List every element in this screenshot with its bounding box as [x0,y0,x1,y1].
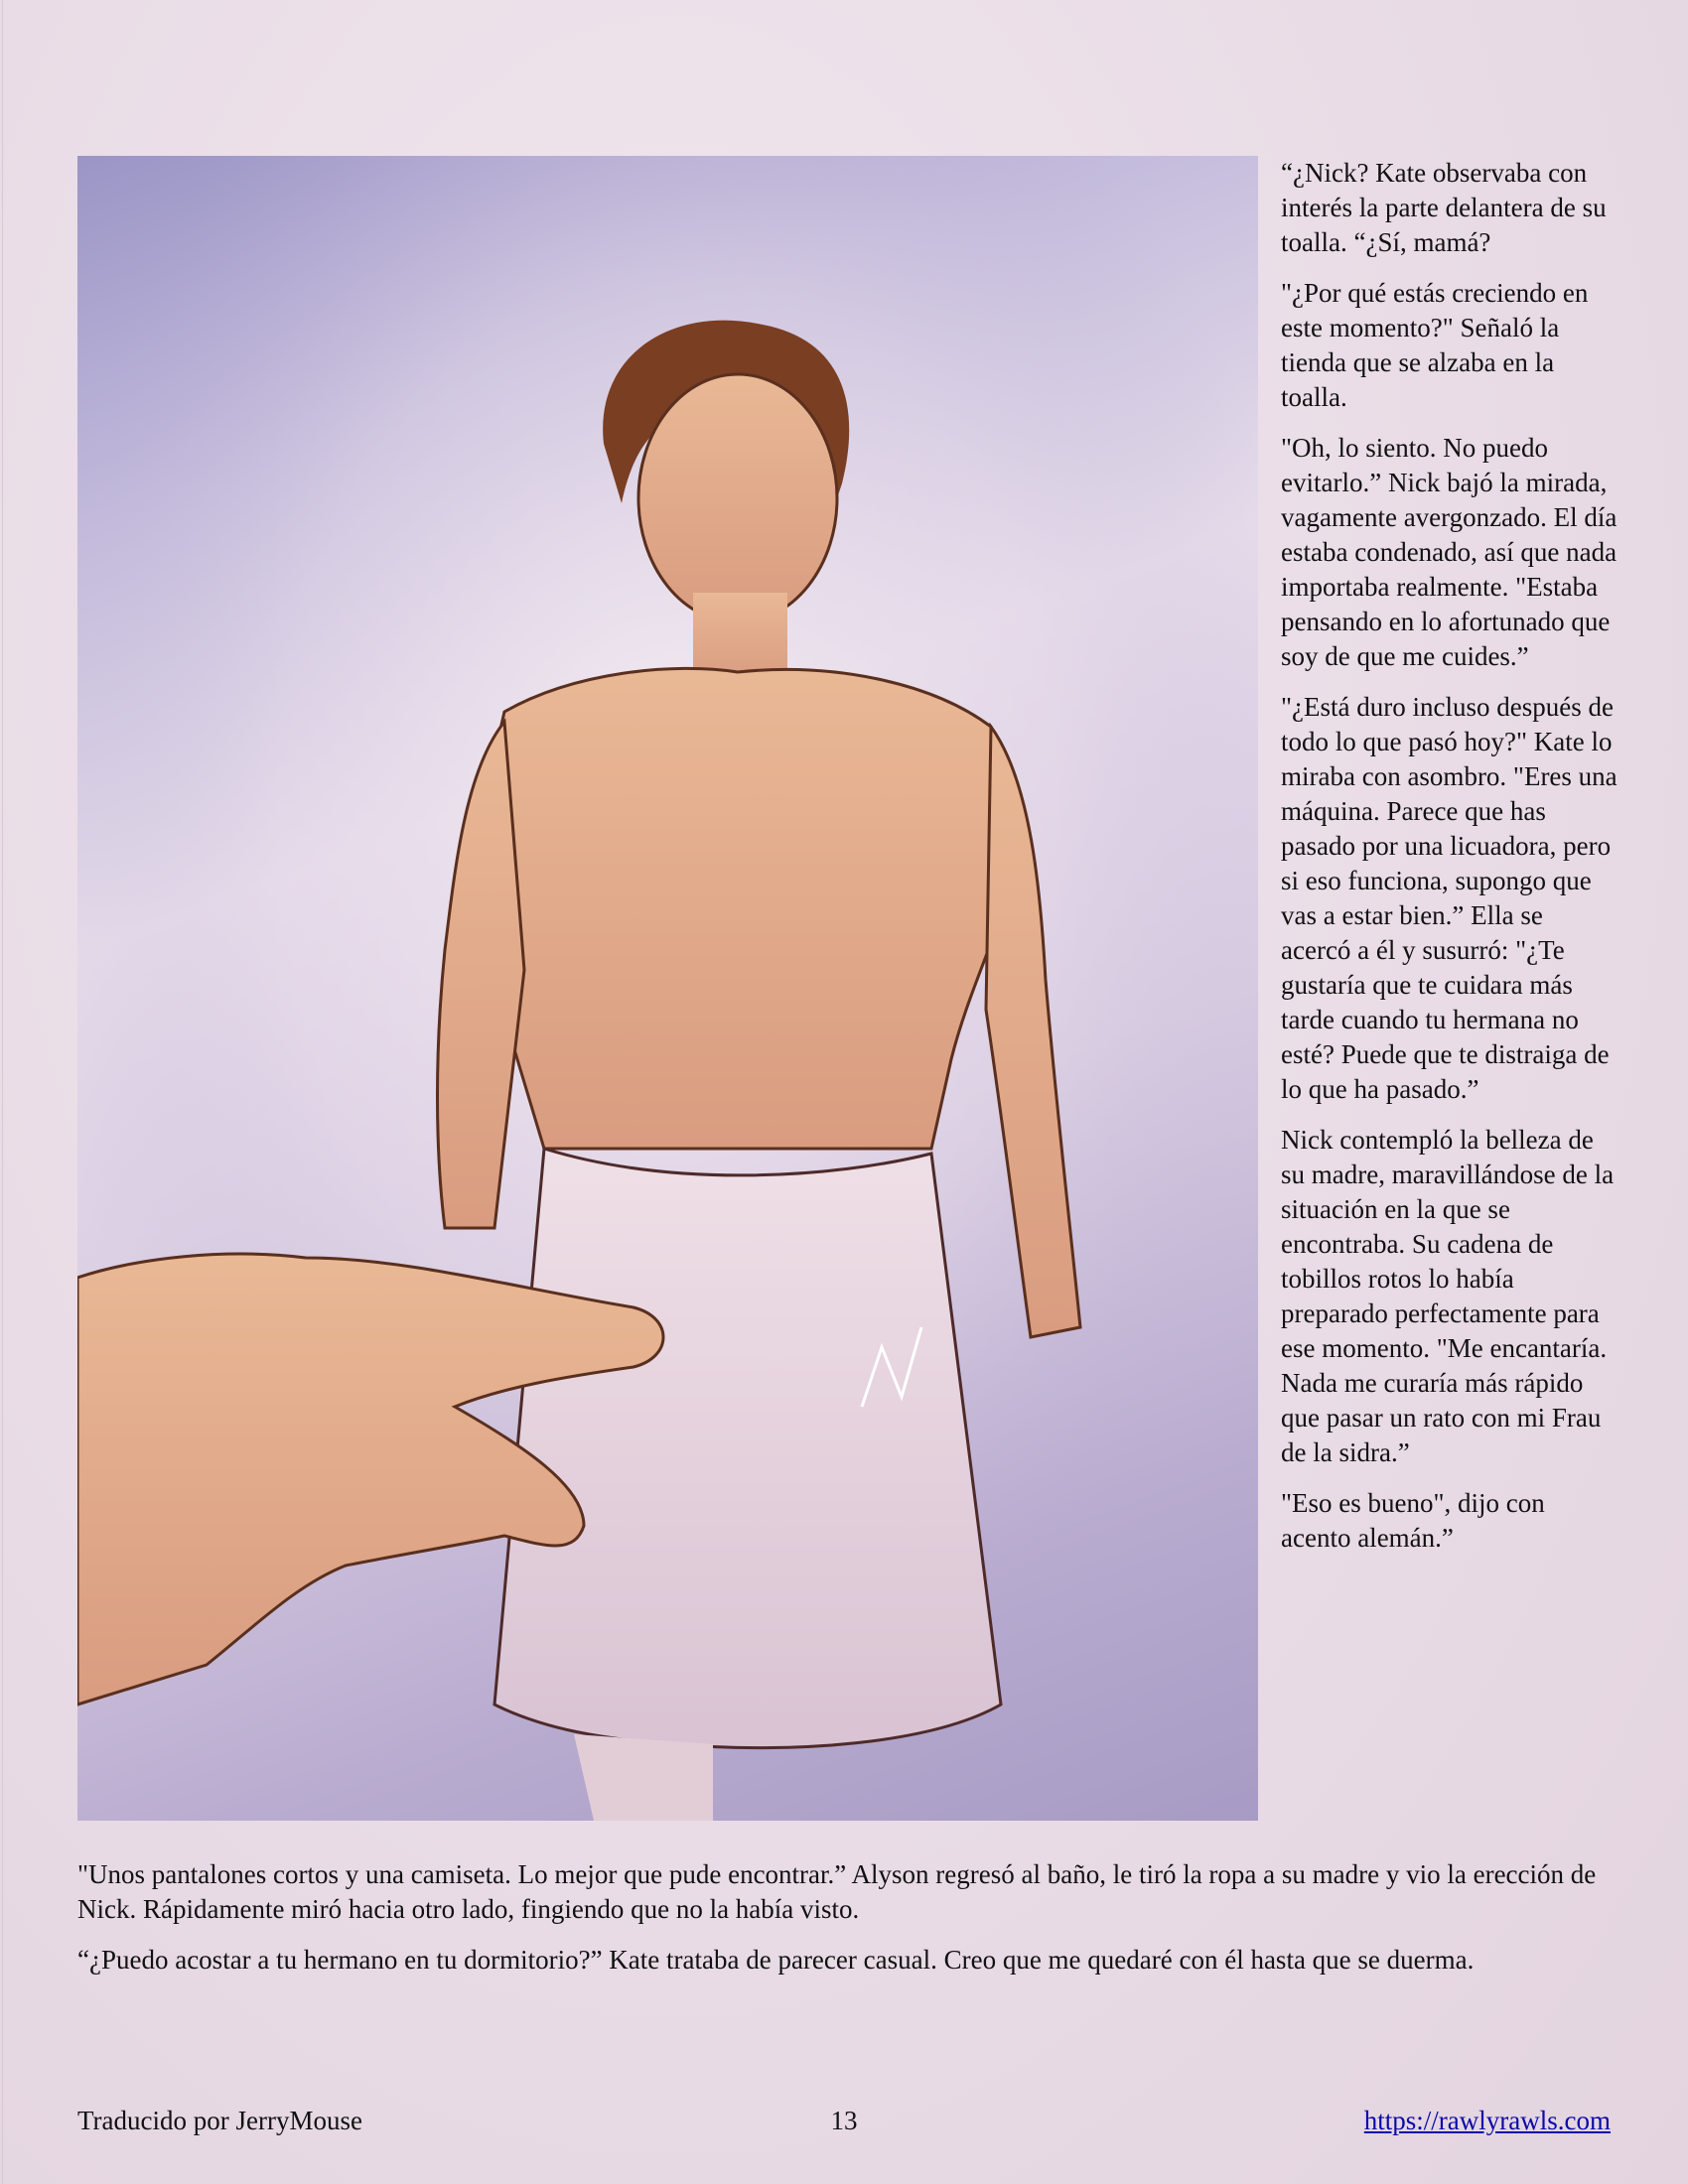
paragraph-5: Nick contempló la belleza de su madre, maravillándose de la situación en la que se encontraba. Su cadena de tobillos rotos lo había preparado perfectamente para ese momento. "Me encantaría. Nada me curaría más rápido que pasar un rato con mi Frau de la sidra.” [1281,1125,1615,1467]
torso [475,668,1021,1149]
illustration [77,156,1258,1821]
paragraph-4: "¿Está duro incluso después de todo lo que pasó hoy?" Kate lo miraba con asombro. "Eres una máquina. Parece que has pasado por una licuadora, pero si eso funciona, supongo que vas a estar bien.” Ella se acercó a él y susurró: "¿Te gustaría que te cuidara más tarde cuando tu hermana no esté? Puede que te distraiga de lo que ha pasado.” [1281,692,1618,1104]
full-width-text [77,1857,1621,1993]
paragraph-7: "Unos pantalones cortos y una camiseta. Lo mejor que pude encontrar.” Alyson regresó al baño, le tiró la ropa a su madre y vio la erección de Nick. Rápidamente miró hacia otro lado, fingiendo que no la había visto. [77,1859,1597,1924]
towel [494,1149,1001,1748]
paragraph-1: “¿Nick? Kate observaba con interés la parte delantera de su toalla. “¿Sí, mamá? [1281,158,1607,257]
side-column [1281,156,1618,1571]
paragraph-3: "Oh, lo siento. No puedo evitarlo.” Nick bajó la mirada, vagamente avergonzado. El día estaba condenado, así que nada importaba realmente. "Estaba pensando en lo afortunado que soy de que me cuides.” [1281,433,1618,671]
head [638,374,837,622]
paragraph-8: “¿Puedo acostar a tu hermano en tu dormitorio?” Kate trataba de parecer casual. Creo que me quedaré con él hasta que se duerma. [77,1945,1475,1975]
page-number: 13 [830,2106,858,2135]
translator-credit: Traducido por JerryMouse [77,2106,362,2135]
paragraph-6: "Eso es bueno", dijo con acento alemán.” [1281,1488,1545,1553]
website-link[interactable]: https://rawlyrawls.com [1363,2106,1611,2135]
footer [77,2104,1611,2143]
illustration-art [77,156,1258,1821]
paragraph-2: "¿Por qué estás creciendo en este momento?" Señaló la tienda que se alzaba en la toalla. [1281,278,1589,412]
